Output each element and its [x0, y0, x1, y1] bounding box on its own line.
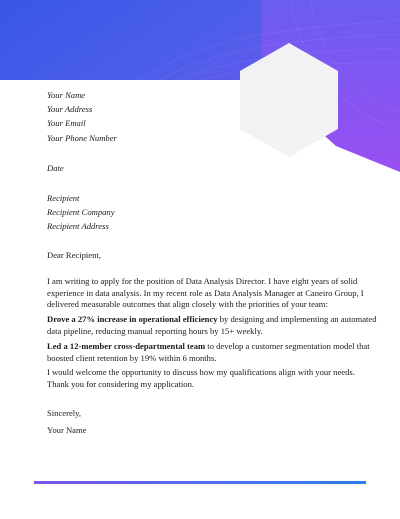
achievement-1: [47, 314, 377, 338]
footer-accent-bar: [34, 481, 366, 484]
recipient-company: Recipient Company: [47, 207, 115, 218]
signoff: Sincerely,: [47, 408, 82, 418]
achievement-2-highlight: Led a 12-member cross-departmental team: [47, 340, 206, 351]
letter-body: [47, 88, 377, 437]
letter-date: Date: [47, 162, 64, 173]
achievement-1-detail: by designing and implementing an automated data pipeline, reducing manual reporting hours by 15+ weekly.: [47, 314, 377, 337]
sender-email: Your Email: [47, 118, 86, 129]
achievement-2: [47, 341, 377, 365]
signature-name: Your Name: [47, 425, 87, 436]
sender-name: Your Name: [47, 90, 86, 100]
header-band: [0, 0, 400, 80]
achievement-1-highlight: Drove a 27% increase in operational efficiency: [47, 314, 218, 325]
sender-phone: Your Phone Number: [47, 132, 117, 143]
recipient-name: Recipient: [47, 193, 80, 204]
closing-paragraph: I would welcome the opportunity to discuss how my qualifications align with your needs. Thank you for considering my application.: [47, 367, 355, 390]
salutation: Dear Recipient,: [47, 249, 101, 260]
recipient-address: Recipient Address: [47, 221, 109, 232]
achievement-2-detail: to develop a customer segmentation model that boosted client retention by 19% within 6 months.: [47, 340, 370, 363]
sender-address: Your Address: [47, 104, 93, 115]
intro-paragraph: I am writing to apply for the position of Data Analysis Director. I have eight years of solid experience in data analysis. In my recent role as Data Analysis Manager at Caneiro Group, I delivered measurable outcomes that align closely with the priorities of your team:: [47, 275, 364, 310]
